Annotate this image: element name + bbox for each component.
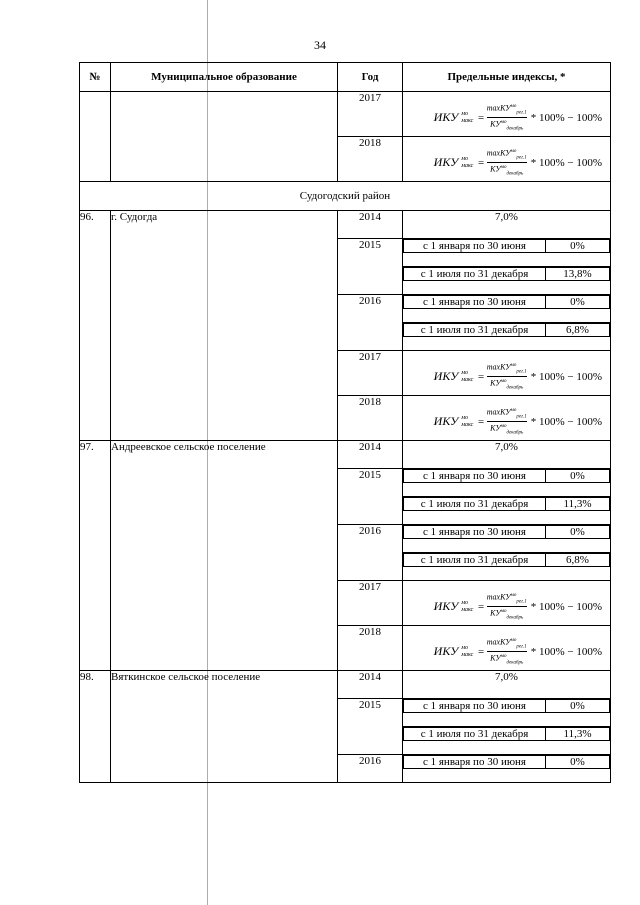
formula-cell — [403, 626, 611, 671]
formula-sup: мо — [461, 155, 469, 162]
period-value: 0% — [546, 296, 610, 309]
year-cell: 2018 — [338, 396, 403, 441]
year-cell: 2015 — [338, 699, 403, 755]
period-value: 0% — [546, 240, 610, 253]
formula-sub: макс — [461, 376, 474, 383]
formula-tail: * 100% − 100% — [530, 645, 602, 658]
formula-iku: ИКУ — [433, 644, 459, 659]
period-label: с 1 января по 30 июня — [404, 526, 546, 539]
year-cell: 2016 — [338, 295, 403, 351]
period-value: 13,8% — [546, 268, 610, 281]
period-label: с 1 июля по 31 декабря — [404, 268, 546, 281]
year-cell: 2018 — [338, 626, 403, 671]
formula-cell — [403, 351, 611, 396]
period-value: 11,3% — [546, 728, 610, 741]
formula — [403, 581, 610, 623]
formula-sup: мо — [461, 644, 469, 651]
table-row — [80, 92, 611, 137]
formula-den-sub: декабрь — [506, 660, 524, 666]
formula-iku: ИКУ — [433, 414, 459, 429]
year-cell: 2015 — [338, 469, 403, 525]
year-cell: 2016 — [338, 525, 403, 581]
formula-den-sub: декабрь — [506, 126, 524, 132]
formula — [403, 137, 610, 179]
table-row — [80, 441, 611, 469]
year-cell: 2014 — [338, 441, 403, 469]
formula-equals: = — [477, 370, 485, 383]
formula — [403, 92, 610, 134]
formula-num-sup: мо — [510, 593, 517, 598]
table-header-row — [80, 63, 611, 92]
table-row — [80, 211, 611, 239]
formula-numerator: maxКУ — [486, 148, 511, 158]
formula-num-sup: мо — [510, 408, 517, 413]
formula-num-sub: рег.1 — [516, 369, 527, 375]
formula-num-sub: рег.1 — [516, 414, 527, 420]
formula-sub: макс — [461, 606, 474, 613]
year-cell: 2017 — [338, 581, 403, 626]
formula-iku: ИКУ — [433, 369, 459, 384]
period-value: 0% — [546, 526, 610, 539]
entry-number: 98. — [80, 671, 111, 783]
formula-numerator: maxКУ — [486, 637, 511, 647]
formula — [403, 351, 610, 393]
formula-tail: * 100% − 100% — [530, 370, 602, 383]
formula-numerator: maxКУ — [486, 592, 511, 602]
formula-fraction — [487, 636, 527, 668]
indices-table — [79, 62, 611, 783]
formula-equals: = — [477, 645, 485, 658]
formula-cell — [403, 581, 611, 626]
period-value: 0% — [546, 700, 610, 713]
year-cell: 2015 — [338, 239, 403, 295]
period-label: с 1 января по 30 июня — [404, 470, 546, 483]
header-idx: Предельные индексы, * — [403, 63, 611, 92]
year-cell: 2014 — [338, 211, 403, 239]
formula-denominator: КУ — [490, 119, 501, 129]
formula-denominator: КУ — [490, 608, 501, 618]
formula — [403, 396, 610, 438]
formula-num-sup: мо — [510, 149, 517, 154]
header-num: № — [80, 63, 111, 92]
entry-name: Андреевское сельское поселение — [111, 441, 338, 671]
period-label: с 1 января по 30 июня — [404, 296, 546, 309]
period-label: с 1 января по 30 июня — [404, 240, 546, 253]
formula-tail: * 100% − 100% — [530, 156, 602, 169]
formula-fraction — [487, 591, 527, 623]
formula-sup: мо — [461, 414, 469, 421]
formula-numerator: maxКУ — [486, 103, 511, 113]
formula-num-sub: рег.1 — [516, 644, 527, 650]
formula-cell — [403, 396, 611, 441]
formula-den-sup: мо — [500, 424, 507, 430]
period-value: 6,8% — [546, 324, 610, 337]
formula-num-sup: мо — [510, 363, 517, 368]
formula-sub: макс — [461, 162, 474, 169]
formula-den-sup: мо — [500, 654, 507, 660]
period-value: 0% — [546, 756, 610, 769]
formula-fraction — [487, 361, 527, 393]
region-row — [80, 182, 611, 211]
formula-denominator: КУ — [490, 653, 501, 663]
year-cell: 2016 — [338, 755, 403, 783]
formula-denominator: КУ — [490, 378, 501, 388]
year-cell: 2017 — [338, 92, 403, 137]
formula-cell — [403, 137, 611, 182]
formula-num-sub: рег.1 — [516, 155, 527, 161]
formula-den-sup: мо — [500, 379, 507, 385]
period-label: с 1 июля по 31 декабря — [404, 324, 546, 337]
table-row — [80, 671, 611, 699]
period-label: с 1 июля по 31 декабря — [404, 554, 546, 567]
formula-num-sup: мо — [510, 638, 517, 643]
formula-fraction — [487, 406, 527, 438]
formula-equals: = — [477, 156, 485, 169]
period-value: 6,8% — [546, 554, 610, 567]
formula-sub: макс — [461, 117, 474, 124]
formula-den-sub: декабрь — [506, 430, 524, 436]
formula-num-sub: рег.1 — [516, 599, 527, 605]
entry-name: г. Судогда — [111, 211, 338, 441]
formula-numerator: maxКУ — [486, 407, 511, 417]
formula-iku: ИКУ — [433, 110, 459, 125]
formula-den-sub: декабрь — [506, 615, 524, 621]
index-value: 7,0% — [403, 211, 611, 239]
entry-number: 96. — [80, 211, 111, 441]
year-cell: 2014 — [338, 671, 403, 699]
formula-sup: мо — [461, 369, 469, 376]
formula-fraction — [487, 147, 527, 179]
index-value: 7,0% — [403, 671, 611, 699]
formula-equals: = — [477, 600, 485, 613]
formula-equals: = — [477, 415, 485, 428]
formula-sup: мо — [461, 599, 469, 606]
formula-iku: ИКУ — [433, 599, 459, 614]
period-label: с 1 июля по 31 декабря — [404, 498, 546, 511]
formula — [403, 626, 610, 668]
year-cell: 2018 — [338, 137, 403, 182]
header-year: Год — [338, 63, 403, 92]
formula-iku: ИКУ — [433, 155, 459, 170]
formula-numerator: maxКУ — [486, 362, 511, 372]
entry-number: 97. — [80, 441, 111, 671]
year-cell: 2017 — [338, 351, 403, 396]
formula-sub: макс — [461, 651, 474, 658]
formula-denominator: КУ — [490, 423, 501, 433]
formula-den-sup: мо — [500, 165, 507, 171]
period-value: 11,3% — [546, 498, 610, 511]
formula-sup: мо — [461, 110, 469, 117]
page-number: 34 — [314, 38, 326, 52]
period-value: 0% — [546, 470, 610, 483]
formula-den-sup: мо — [500, 120, 507, 126]
formula-tail: * 100% − 100% — [530, 415, 602, 428]
formula-denominator: КУ — [490, 164, 501, 174]
formula-den-sup: мо — [500, 609, 507, 615]
formula-tail: * 100% − 100% — [530, 600, 602, 613]
entry-name: Вяткинское сельское поселение — [111, 671, 338, 783]
index-value: 7,0% — [403, 441, 611, 469]
formula-den-sub: декабрь — [506, 171, 524, 177]
period-label: с 1 января по 30 июня — [404, 700, 546, 713]
region-title: Судогодский район — [80, 182, 611, 211]
formula-num-sub: рег.1 — [516, 110, 527, 116]
formula-equals: = — [477, 111, 485, 124]
header-mo: Муниципальное образование — [111, 63, 338, 92]
formula-num-sup: мо — [510, 104, 517, 109]
formula-tail: * 100% − 100% — [530, 111, 602, 124]
formula-fraction — [487, 102, 527, 134]
formula-sub: макс — [461, 421, 474, 428]
period-label: с 1 июля по 31 декабря — [404, 728, 546, 741]
period-label: с 1 января по 30 июня — [404, 756, 546, 769]
formula-den-sub: декабрь — [506, 385, 524, 391]
formula-cell — [403, 92, 611, 137]
